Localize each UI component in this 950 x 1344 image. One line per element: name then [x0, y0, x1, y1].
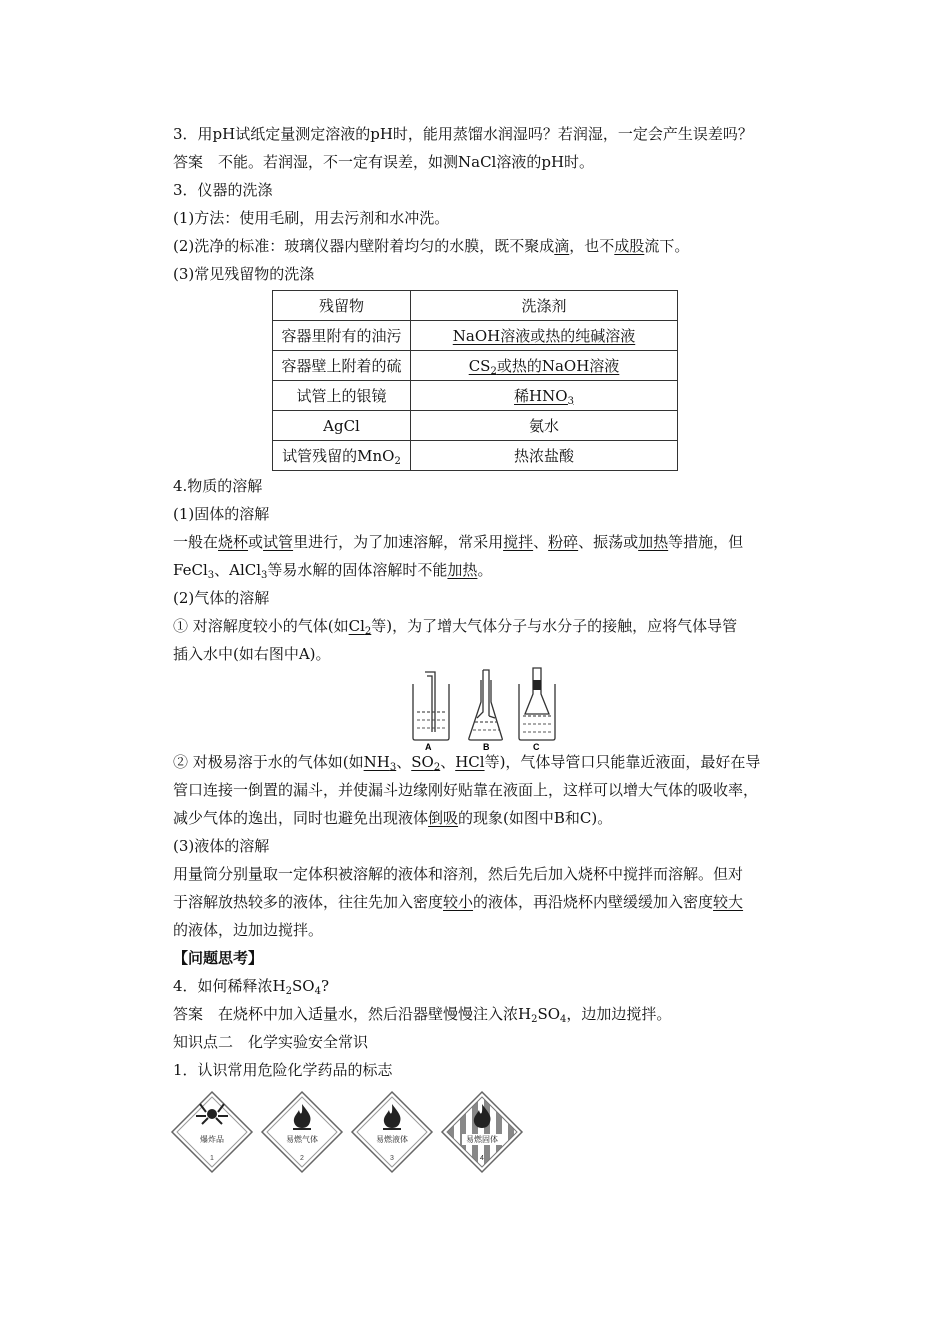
gas-text-3: ② 对极易溶于水的气体如(如$NH_3$、$SO_2$、HCl等)，气体导管口只能靠近液面，最好在导	[173, 753, 761, 773]
table-cell: 热浓盐酸	[411, 441, 678, 471]
svg-text:爆炸品: 爆炸品	[200, 1135, 224, 1144]
flask-b	[469, 680, 503, 740]
solid-text-1: 一般在烧杯或试管里进行，为了加速溶解，常采用搅拌、粉碎、振荡或加热等措施，但	[173, 533, 744, 551]
flammable-liquid-sign	[352, 1092, 432, 1172]
table-row	[273, 441, 678, 471]
table-cell: 容器壁上附着的硫	[273, 351, 411, 381]
washing-method: (1)方法：使用毛刷，用去污剂和水冲洗。	[173, 209, 450, 227]
table-header-cell: 洗涤剂	[411, 291, 678, 321]
svg-text:易燃固体: 易燃固体	[466, 1135, 498, 1144]
table-row	[273, 351, 678, 381]
table-cell: 容器里附有的油污	[273, 321, 411, 351]
solid-text-2: FeCl$_3$、AlCl$_3$等易水解的固体溶解时不能加热。	[173, 561, 493, 581]
knowledge-point-2-heading: 知识点二 化学实验安全常识	[173, 1033, 369, 1051]
table-row	[273, 321, 678, 351]
flammable-gas-sign	[262, 1092, 342, 1172]
table-cell: NaOH溶液或热的纯碱溶液	[411, 321, 678, 351]
table-cell: 试管上的银镜	[273, 381, 411, 411]
gas-text-4: 管口连接一倒置的漏斗，并使漏斗边缘刚好贴靠在液面上，这样可以增大气体的吸收率，	[173, 781, 759, 799]
table-cell: AgCl	[273, 411, 411, 441]
svg-text:易燃液体: 易燃液体	[376, 1135, 408, 1144]
table-cell: 稀$HNO_3$	[411, 381, 678, 411]
hazard-signs-heading: 1．认识常用危险化学药品的标志	[173, 1061, 393, 1079]
gas-heading: (2)气体的溶解	[173, 589, 270, 607]
section-heading-dissolution: 4.物质的溶解	[173, 477, 263, 495]
problem-thinking-heading: 【问题思考】	[173, 949, 264, 967]
liquid-heading: (3)液体的溶解	[173, 837, 270, 855]
explosive-sign	[172, 1092, 252, 1172]
hazard-signs	[170, 1090, 540, 1176]
liquid-text-2: 于溶解放热较多的液体，往往先加入密度较小的液体，再沿烧杯内壁缓缓加入密度较大	[173, 893, 744, 911]
gas-text-1: ① 对溶解度较小的气体(如$Cl_2$等)，为了增大气体分子与水分子的接触，应将气体导管	[173, 617, 738, 637]
table-cell: $CS_2$或热的NaOH溶液	[411, 351, 678, 381]
answer-3: 答案 不能。若润湿，不一定有误差，如测NaCl溶液的pH时。	[173, 153, 595, 171]
liquid-text-1: 用量筒分别量取一定体积被溶解的液体和溶剂，然后先后加入烧杯中搅拌而溶解。但对	[173, 865, 744, 883]
question-4: 4．如何稀释浓$H_2SO_4$?	[173, 977, 330, 997]
answer-4: 答案 在烧杯中加入适量水，然后沿器壁慢慢注入浓$H_2SO_4$，边加边搅拌。	[173, 1005, 672, 1025]
table-header-row	[273, 291, 678, 321]
figure-label-b: B	[483, 742, 490, 752]
table-cell: 氨水	[411, 411, 678, 441]
question-3: 3．用pH试纸定量测定溶液的pH时，能用蒸馏水润湿吗？若润湿，一定会产生误差吗？	[173, 125, 753, 143]
figure-label-a: A	[425, 742, 432, 752]
residue-table	[272, 290, 678, 471]
table-cell: 试管残留的MnO$_2$	[273, 441, 411, 471]
svg-text:4: 4	[480, 1155, 484, 1162]
svg-text:3: 3	[390, 1155, 394, 1162]
gas-text-5: 减少气体的逸出，同时也避免出现液体倒吸的现象(如图中B和C)。	[173, 809, 613, 827]
table-row	[273, 381, 678, 411]
table-header-cell: 残留物	[273, 291, 411, 321]
flammable-solid-sign	[440, 1090, 524, 1174]
gas-text-2: 插入水中(如右图中A)。	[173, 645, 331, 663]
svg-text:1: 1	[210, 1155, 214, 1162]
svg-text:2: 2	[300, 1155, 304, 1162]
solid-heading: (1)固体的溶解	[173, 505, 270, 523]
residue-heading: (3)常见残留物的洗涤	[173, 265, 315, 283]
washing-standard: (2)洗净的标准：玻璃仪器内壁附着均匀的水膜，既不聚成滴，也不成股流下。	[173, 237, 690, 255]
gas-absorption-apparatus	[405, 666, 565, 752]
liquid-text-3: 的液体，边加边搅拌。	[173, 921, 324, 939]
section-heading-washing: 3．仪器的洗涤	[173, 181, 273, 199]
table-row	[273, 411, 678, 441]
svg-text:易燃气体: 易燃气体	[286, 1135, 318, 1144]
figure-label-c: C	[533, 742, 540, 752]
